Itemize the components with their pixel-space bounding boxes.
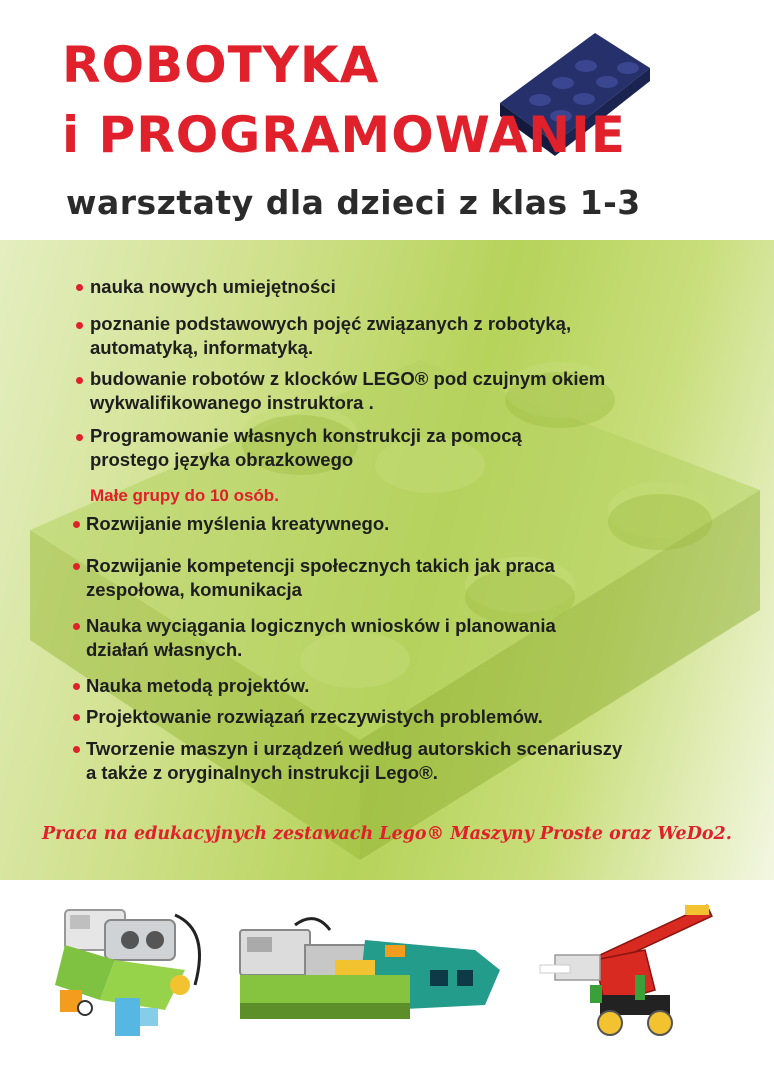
skill-item: Rozwijanie kompetencji społecznych takich jak praca zespołowa, komunikacja	[86, 555, 555, 600]
bullet-icon	[73, 746, 80, 753]
benefit-item: nauka nowych umiejętności	[90, 276, 336, 297]
skill-item: Tworzenie maszyn i urządzeń według autorskich scenariuszy a także z oryginalnych instrukcji Lego®.	[86, 738, 623, 783]
title-line-2: i PROGRAMOWANIE	[62, 106, 626, 164]
group-size-note: Małe grupy do 10 osób.	[90, 486, 279, 505]
skill-item: Nauka metodą projektów.	[86, 675, 310, 696]
bullet-icon	[73, 521, 80, 528]
bullet-icon	[73, 563, 80, 570]
helicopter-model-image	[535, 895, 720, 1045]
title-line-1: ROBOTYKA	[62, 36, 380, 94]
benefit-item: budowanie robotów z klocków LEGO® pod czujnym okiem wykwalifikowanego instruktora .	[90, 368, 606, 413]
bullet-icon	[73, 623, 80, 630]
bullet-icon	[73, 683, 80, 690]
footer-note: Praca na edukacyjnych zestawach Lego® Maszyny Proste oraz WeDo2.	[42, 824, 732, 844]
bullet-icon	[76, 377, 83, 384]
benefit-item: poznanie podstawowych pojęć związanych z robotyką, automatyką, informatyką.	[90, 313, 572, 358]
benefit-item: Programowanie własnych konstrukcji za pomocą prostego języka obrazkowego	[90, 425, 522, 470]
bullet-icon	[76, 284, 83, 291]
wedo-vehicle-image	[235, 915, 505, 1030]
skill-item: Nauka wyciągania logicznych wniosków i planowania działań własnych.	[86, 615, 556, 660]
subtitle: warsztaty dla dzieci z klas 1-3	[66, 183, 641, 222]
wedo-robot-image	[45, 890, 225, 1040]
skill-item: Projektowanie rozwiązań rzeczywistych problemów.	[86, 706, 543, 727]
bullet-icon	[76, 322, 83, 329]
bullet-icon	[76, 434, 83, 441]
skill-item: Rozwijanie myślenia kreatywnego.	[86, 513, 390, 534]
bullet-icon	[73, 714, 80, 721]
